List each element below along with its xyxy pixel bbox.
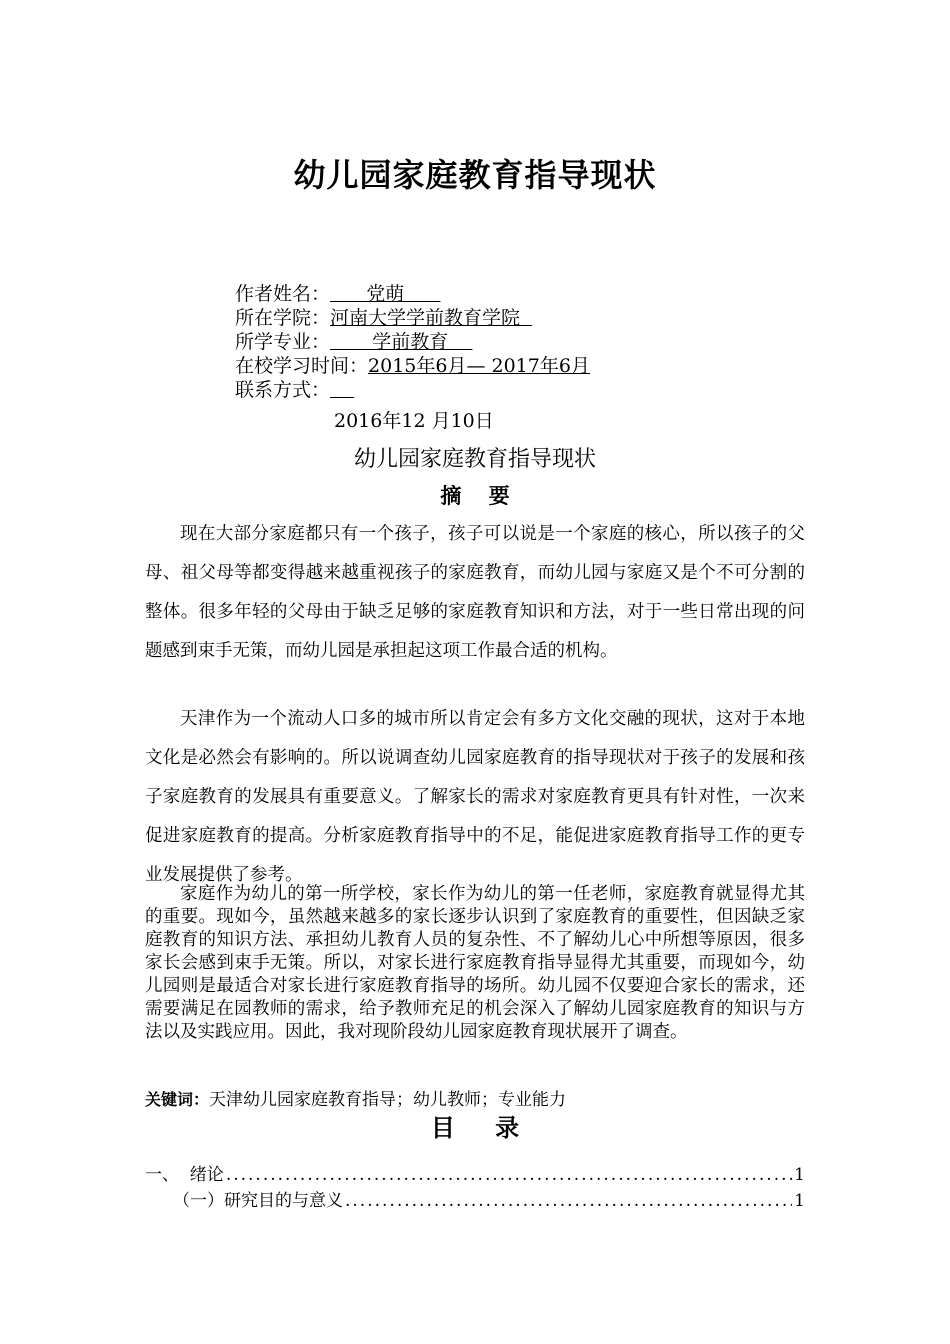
toc-entry[interactable] [145, 1186, 805, 1211]
info-value: 党萌 [330, 283, 441, 305]
toc-leader-dots [226, 1165, 792, 1185]
abstract-heading: 摘 要 [440, 484, 520, 508]
toc-entry[interactable] [145, 1160, 805, 1185]
toc-leader-dots [345, 1191, 792, 1211]
info-value [330, 379, 354, 401]
keywords-text: 天津幼儿园家庭教育指导；幼儿教师；专业能力 [209, 1090, 567, 1110]
info-label: 在校学习时间： [235, 355, 369, 377]
info-row-contact [235, 378, 590, 402]
info-row-study-period [235, 354, 590, 378]
toc-heading: 目 录 [430, 1114, 536, 1142]
info-value: 2015年6月— 2017年6月 [368, 355, 590, 377]
info-row-major [235, 330, 590, 354]
abstract-paragraph-2: 天津作为一个流动人口多的城市所以肯定会有多方文化交融的现状，这对于本地文化是必然会有影响的。所以说调查幼儿园家庭教育的指导现状对于孩子的发展和孩子家庭教育的发展具有重要意义。了解家长的需求对家庭教育更具有针对性，一次来促进家庭教育的提高。分析家庭教育指导中的不足，能促进家庭教育指导工作的更专业发展提供了参考。 [145, 709, 805, 885]
info-row-author [235, 282, 590, 306]
document-date: 2016年12 月10日 [334, 410, 494, 432]
keywords-label: 关键词： [145, 1090, 210, 1109]
toc-entry-page: 1 [794, 1165, 805, 1185]
info-label: 作者姓名： [235, 283, 331, 305]
info-label: 所学专业： [235, 331, 331, 353]
info-value: 学前教育 [330, 331, 473, 353]
toc-entry-page: 1 [794, 1191, 805, 1211]
abstract-paragraph-3: 家庭作为幼儿的第一所学校，家长作为幼儿的第一任老师，家庭教育就显得尤其的重要。现如今，虽然越来越多的家长逐步认识到了家庭教育的重要性，但因缺乏家庭教育的知识方法、承担幼儿教育人员的复杂性、不了解幼儿心中所想等原因，很多家长会感到束手无策。所以，对家长进行家庭教育指导显得尤其重要，而现如今，幼儿园则是最适合对家长进行家庭教育指导的场所。幼儿园不仅要迎合家长的需求，还需要满足在园教师的需求，给予教师充足的机会深入了解幼儿园家庭教育的知识与方法以及实践应用。因此，我对现阶段幼儿园家庭教育现状展开了调查。 [145, 884, 805, 1042]
info-label: 所在学院： [235, 307, 331, 329]
keywords-line [145, 1085, 566, 1110]
toc-entry-label: （一）研究目的与意义 [173, 1191, 343, 1211]
info-row-college [235, 306, 590, 330]
abstract-paragraph-1: 现在大部分家庭都只有一个孩子，孩子可以说是一个家庭的核心，所以孩子的父母、祖父母等都变得越来越重视孩子的家庭教育，而幼儿园与家庭又是个不可分割的整体。很多年轻的父母由于缺乏足够的家庭教育知识和方法，对于一些日常出现的问题感到束手无策，而幼儿园是承担起这项工作最合适的机构。 [145, 524, 805, 661]
document-subtitle: 幼儿园家庭教育指导现状 [353, 447, 596, 472]
author-info-block [235, 282, 590, 402]
info-label: 联系方式： [235, 379, 331, 401]
document-title: 幼儿园家庭教育指导现状 [293, 156, 657, 194]
toc-entry-label: 一、 绪论 [145, 1165, 224, 1185]
info-value: 河南大学学前教育学院 [330, 307, 533, 329]
